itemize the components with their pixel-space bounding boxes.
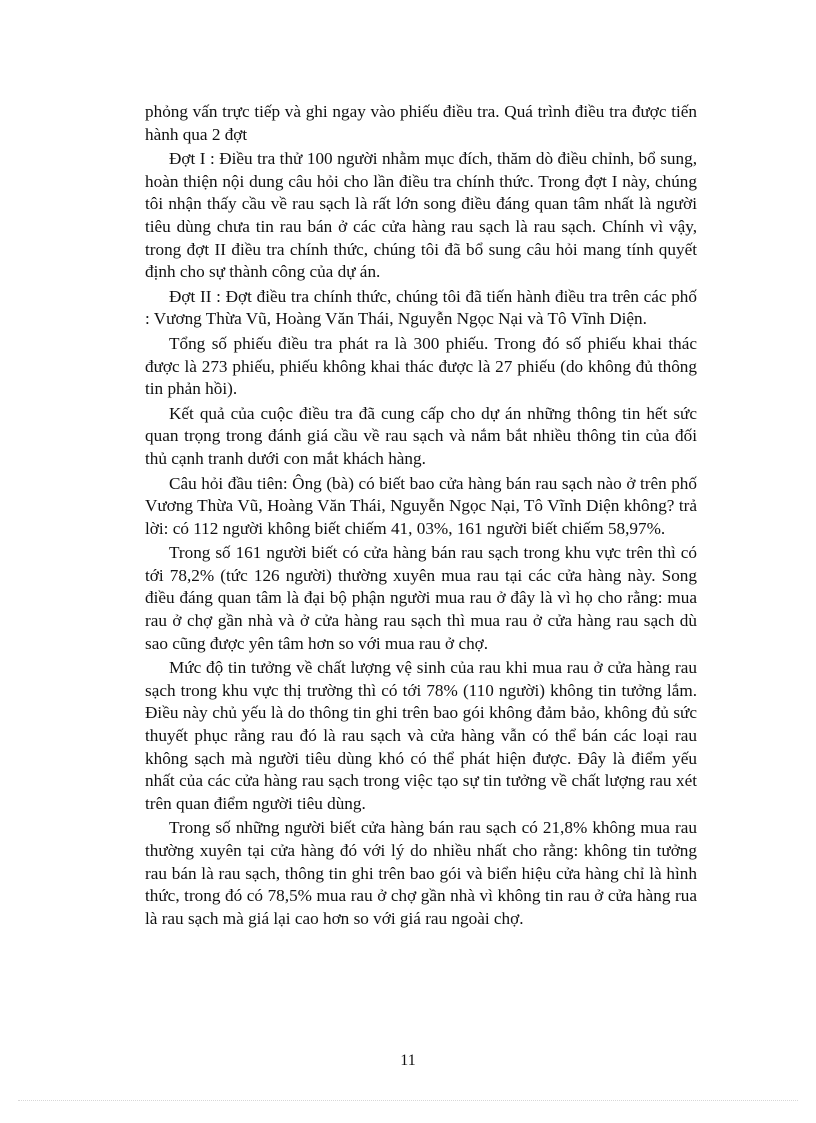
paragraph: Tổng số phiếu điều tra phát ra là 300 phiếu. Trong đó số phiếu khai thác được là 273 phiếu, phiếu không khai thác được là 27 phiếu (do không đủ thông tin phản hồi). (145, 333, 697, 399)
page-number: 11 (400, 1052, 416, 1069)
paragraph: phỏng vấn trực tiếp và ghi ngay vào phiếu điều tra. Quá trình điều tra được tiến hành qua 2 đợt (145, 102, 697, 144)
paragraph: Trong số 161 người biết có cửa hàng bán rau sạch trong khu vực trên thì có tới 78,2% (tức 126 người) thường xuyên mua rau tại các cửa hàng này. Song điều đáng quan tâm là đại bộ phận người mua rau ở đây là vì họ cho rằng: mua rau ở chợ gần nhà và ở cửa hàng rau sạch thì mua rau ở cửa hàng rau sạch dù sao cũng được yên tâm hơn so với mua rau ở chợ. (145, 543, 697, 653)
paragraph: Kết quả của cuộc điều tra đã cung cấp cho dự án những thông tin hết sức quan trọng trong đánh giá cầu về rau sạch và nắm bắt nhiều thông tin của đối thủ cạnh tranh dưới con mắt khách hàng. (145, 403, 697, 468)
paragraph: Đợt II : Đợt điều tra chính thức, chúng tôi đã tiến hành điều tra trên các phố : Vương Thừa Vũ, Hoàng Văn Thái, Nguyễn Ngọc Nại và Tô Vĩnh Diện. (145, 286, 697, 329)
body-text (145, 101, 697, 932)
paragraph: Đợt I : Điều tra thử 100 người nhằm mục đích, thăm dò điều chỉnh, bổ sung, hoàn thiện nội dung câu hỏi cho lần điều tra chính thức. Trong đợt I này, chúng tôi nhận thấy cầu về rau sạch là rất lớn song điều đáng quan tâm nhất là người tiêu dùng chưa tin rau bán ở các cửa hàng rau sạch là rau sạch. Chính vì vậy, trong đợt II điều tra chính thức, chúng tôi đã bổ sung câu hỏi mang tính quyết định cho sự thành công của dự án. (145, 149, 697, 282)
paragraph: Mức độ tin tưởng về chất lượng vệ sinh của rau khi mua rau ở cửa hàng rau sạch trong khu vực thị trường thì có tới 78% (110 người) không tin tưởng lắm. Điều này chủ yếu là do thông tin ghi trên bao gói không đảm bảo, không đủ sức thuyết phục rằng rau đó là rau sạch và cửa hàng vẫn có thể bán các loại rau không sạch mà người tiêu dùng khó có thể phát hiện được. Đây là điểm yếu nhất của các cửa hàng rau sạch trong việc tạo sự tin tưởng về chất lượng rau xét trên quan điểm người tiêu dùng. (145, 658, 697, 813)
paragraph: Trong số những người biết cửa hàng bán rau sạch có 21,8% không mua rau thường xuyên tại cửa hàng đó với lý do nhiều nhất cho rằng: không tin tưởng rau bán là rau sạch, thông tin ghi trên bao gói và biển hiệu cửa hàng chỉ là hình thức, trong đó có 78,5% mua rau ở chợ gần nhà vì không tin rau ở cửa hàng rua là rau sạch mà giá lại cao hơn so với giá rau ngoài chợ. (145, 818, 697, 928)
page-bottom-divider (18, 1100, 798, 1101)
paragraph: Câu hỏi đầu tiên: Ông (bà) có biết bao cửa hàng bán rau sạch nào ở trên phố Vương Thừa Vũ, Hoàng Văn Thái, Nguyễn Ngọc Nại, Tô Vĩnh Diện không? trả lời: có 112 người không biết chiếm 41, 03%, 161 người biết chiếm 58,97%. (145, 473, 697, 538)
